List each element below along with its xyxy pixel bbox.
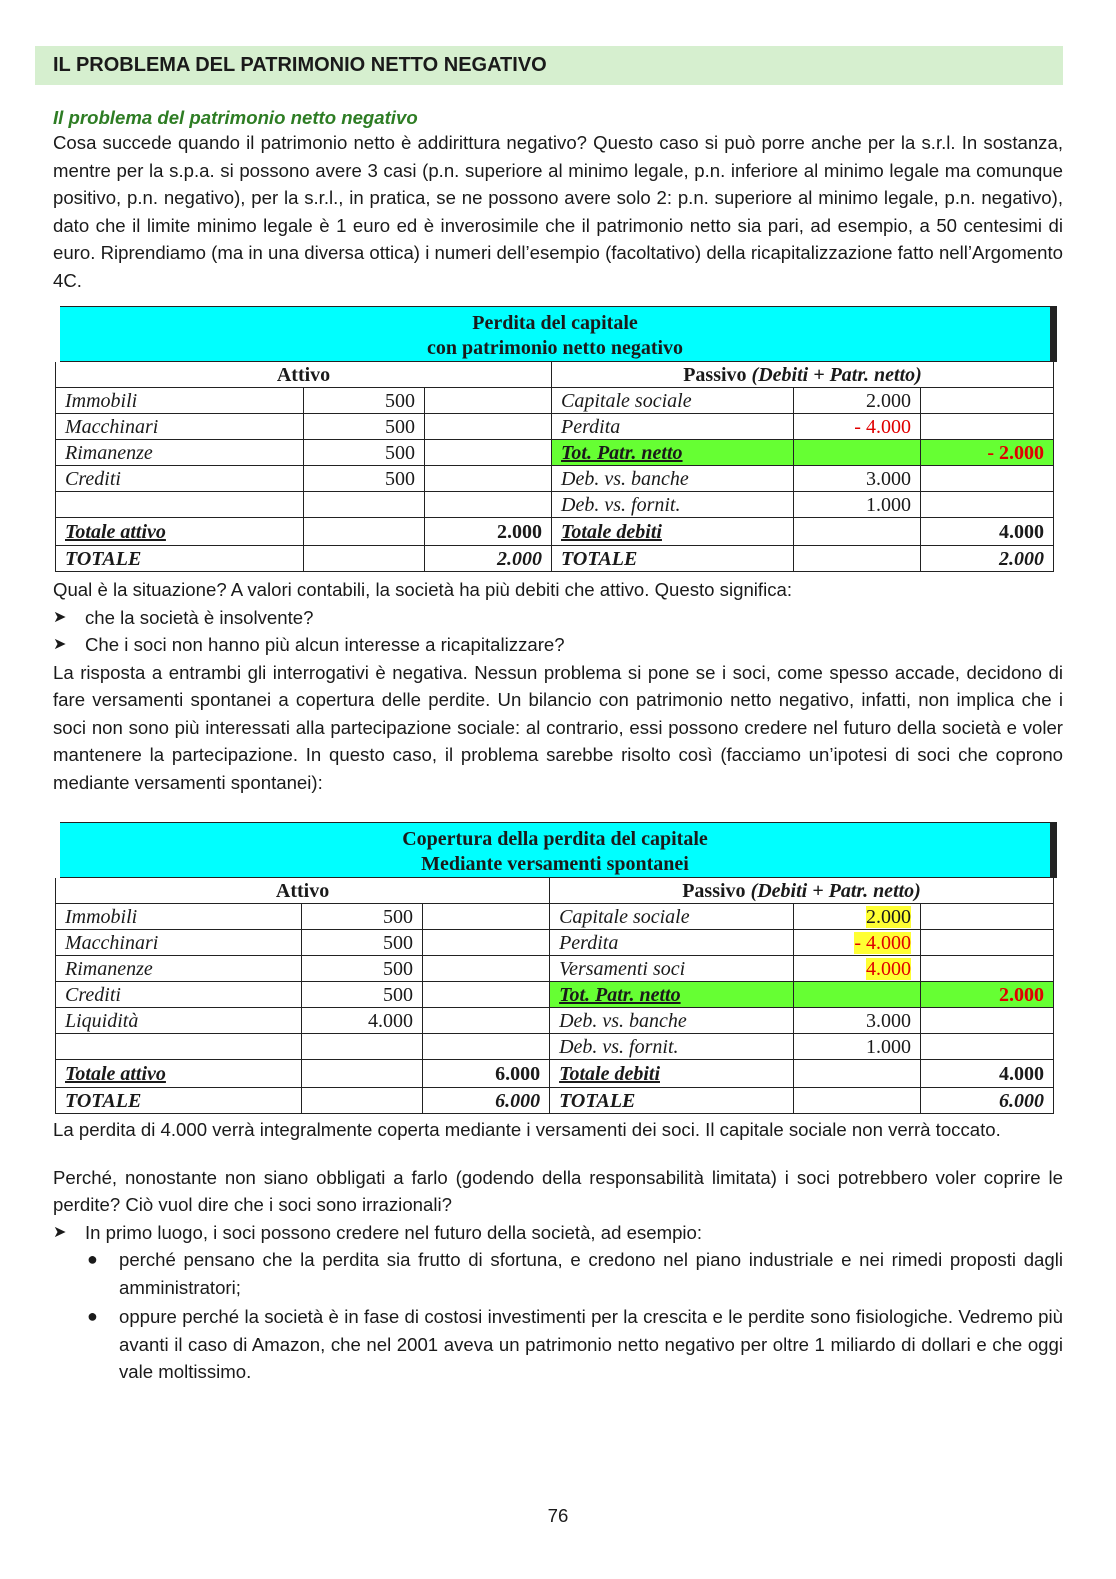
asset-value [301, 1088, 422, 1114]
intro-paragraph: Cosa succede quando il patrimonio netto è addirittura negativo? Questo caso si può porre anche per la s.r.l. In sostanza, mentre per la s.p.a. si possono avere 3 casi (p.n. superiore al minimo legale, p.n. inferiore al minimo legale ma comunque positivo, p.n. negativo), per la s.r.l., in pratica, se ne possono avere solo 2: p.n. superiore al minimo legale, p.n. negativo), dato che il limite minimo legale è 1 euro ed è inverosimile che il patrimonio netto sia pari, ad esempio, a 50 centesimi di euro. Riprendiamo (ma in una diversa ottica) i numeri dell’esempio (facoltativo) della ricapitalizzazione fatto nell’Argomento 4C. [53, 132, 1063, 291]
asset-value [304, 546, 425, 572]
reason-text: In primo luogo, i soci possono credere nel futuro della società, ad esempio: [85, 1221, 703, 1243]
page [53, 46, 1063, 1526]
liability-label: Deb. vs. fornit. [550, 1034, 794, 1060]
table-header-row [56, 362, 1054, 388]
asset-label: Immobili [56, 388, 304, 414]
asset-value: 500 [304, 388, 425, 414]
liability-value: - 4.000 [793, 414, 920, 440]
table-row-grand-total [56, 1088, 1054, 1114]
equity-total-label: Tot. Patr. netto [550, 982, 794, 1008]
arrow-bullet-icon: ➤ [53, 636, 67, 653]
liability-label: Perdita [550, 930, 794, 956]
asset-value: 500 [301, 904, 422, 930]
total-assets-label: Totale attivo [56, 518, 304, 546]
table-row-totals [56, 1060, 1054, 1088]
bullet-list [53, 1246, 1063, 1386]
passivo-header-detail: (Debiti + Patr. netto) [750, 879, 921, 902]
question-list [53, 604, 1063, 659]
equity-total-label: Tot. Patr. netto [552, 440, 794, 466]
liability-value: 1.000 [793, 492, 920, 518]
bullet-dot-icon: ● [87, 1306, 98, 1326]
liability-total [921, 956, 1054, 982]
asset-label: Immobili [56, 904, 302, 930]
section-header: IL PROBLEMA DEL PATRIMONIO NETTO NEGATIVO [35, 46, 1063, 85]
table-title-1: Copertura della perdita del capitale [402, 828, 708, 850]
arrow-bullet-icon: ➤ [53, 1223, 67, 1241]
asset-label: Rimanenze [56, 956, 302, 982]
liability-label: Perdita [552, 414, 794, 440]
reason-list [53, 1219, 1063, 1247]
liability-total [920, 492, 1053, 518]
table-row [56, 492, 1054, 518]
passivo-header-detail: (Debiti + Patr. netto) [751, 363, 922, 386]
equity-total-value: 2.000 [921, 982, 1054, 1008]
liability-label: Capitale sociale [550, 904, 794, 930]
total-assets-label: Totale attivo [56, 1060, 302, 1088]
asset-value [301, 1034, 422, 1060]
asset-total [424, 414, 551, 440]
liability-total [921, 904, 1054, 930]
liability-label: Deb. vs. banche [550, 1008, 794, 1034]
list-item [53, 1219, 1063, 1247]
liability-value [793, 518, 920, 546]
table-row [56, 466, 1054, 492]
asset-total [424, 492, 551, 518]
table-row [56, 1008, 1054, 1034]
total-debts-label: Totale debiti [550, 1060, 794, 1088]
question-text: Che i soci non hanno più alcun interesse a ricapitalizzare? [85, 634, 565, 655]
asset-total [424, 440, 551, 466]
asset-value: 4.000 [301, 1008, 422, 1034]
liability-value: 3.000 [793, 1008, 920, 1034]
sub-title: Il problema del patrimonio netto negativo [53, 107, 418, 128]
asset-value: 500 [301, 956, 422, 982]
list-item [87, 1303, 1063, 1386]
liability-value [793, 956, 920, 982]
total-assets-value: 2.000 [424, 518, 551, 546]
asset-total [423, 956, 550, 982]
liability-total [920, 466, 1053, 492]
asset-total [423, 904, 550, 930]
table-row-totals [56, 518, 1054, 546]
liability-label: Versamenti soci [550, 956, 794, 982]
liability-total [921, 930, 1054, 956]
why-paragraph: Perché, nonostante non siano obbligati a farlo (godendo della responsabilità limitata) i soci potrebbero voler coprire le perdite? Ciò vuol dire che i soci sono irrazionali? [53, 1166, 1063, 1215]
question-text: che la società è insolvente? [85, 606, 314, 628]
asset-label: Macchinari [56, 414, 304, 440]
grand-total-label: TOTALE [56, 546, 304, 572]
passivo-header [550, 878, 1054, 904]
asset-total [424, 466, 551, 492]
liability-value: 2.000 [793, 388, 920, 414]
list-item [87, 1246, 1063, 1301]
table-title-2: con patrimonio netto negativo [426, 337, 684, 359]
liability-value-text: 2.000 [866, 905, 912, 928]
liability-value [793, 546, 920, 572]
total-debts-value: 4.000 [920, 518, 1053, 546]
table-title-1: Perdita del capitale [472, 312, 638, 334]
answer-paragraph: La risposta a entrambi gli interrogativi è negativa. Nessun problema si pone se i soci, come spesso accade, decidono di fare versamenti spontanei a copertura delle perdite. Un bilancio con patrimonio netto negativo, infatti, non implica che i soci non sono più interessati alla partecipazione sociale: al contrario, essi possono credere nel futuro della società e voler mantenere la partecipazione. In questo caso, il problema sarebbe risolto così (facciamo un’ipotesi di soci che coprono mediante versamenti spontanei): [53, 661, 1063, 793]
table-header-row [56, 878, 1054, 904]
liability-value [793, 930, 920, 956]
table-row [56, 414, 1054, 440]
grand-total-label: TOTALE [552, 546, 794, 572]
grand-total-label: TOTALE [56, 1088, 302, 1114]
liability-value [793, 1088, 920, 1114]
asset-value [301, 1060, 422, 1088]
liability-value-text: - 4.000 [854, 931, 912, 954]
bullet-dot-icon: ● [87, 1249, 98, 1269]
asset-label [56, 1034, 302, 1060]
liability-total [920, 388, 1053, 414]
table-row [56, 982, 1054, 1008]
asset-total [423, 930, 550, 956]
asset-value: 500 [304, 440, 425, 466]
grand-total-assets: 6.000 [423, 1088, 550, 1114]
liability-value: 1.000 [793, 1034, 920, 1060]
arrow-bullet-icon: ➤ [53, 608, 67, 626]
asset-label [56, 492, 304, 518]
liability-total [920, 414, 1053, 440]
passivo-header-label: Passivo [683, 363, 747, 386]
table-row [56, 930, 1054, 956]
asset-label: Crediti [56, 982, 302, 1008]
grand-total-label: TOTALE [550, 1088, 794, 1114]
liability-value [793, 1060, 920, 1088]
grand-total-assets: 2.000 [424, 546, 551, 572]
liability-value [793, 440, 920, 466]
asset-value: 500 [301, 930, 422, 956]
table-row-grand-total [56, 546, 1054, 572]
table-caption [56, 307, 1054, 362]
bullet-text: oppure perché la società è in fase di costosi investimenti per la crescita e le perdite sono fisiologiche. Vedremo più avanti il caso di Amazon, che nel 2001 aveva un patrimonio netto negativo per oltre 1 miliardo di dollari e che oggi vale moltissimo. [119, 1306, 1063, 1382]
list-item [53, 604, 1063, 632]
table-row [56, 1034, 1054, 1060]
liability-value [793, 982, 920, 1008]
asset-total [423, 1034, 550, 1060]
attivo-header: Attivo [56, 362, 552, 388]
passivo-header [552, 362, 1054, 388]
liability-label: Capitale sociale [552, 388, 794, 414]
attivo-header: Attivo [56, 878, 550, 904]
balance-table-negative-equity [51, 306, 1057, 572]
table-row [56, 440, 1054, 466]
table-caption [56, 823, 1054, 878]
total-assets-value: 6.000 [423, 1060, 550, 1088]
list-item [53, 631, 1063, 659]
total-debts-value: 4.000 [921, 1060, 1054, 1088]
asset-value [304, 518, 425, 546]
asset-total [424, 388, 551, 414]
total-debts-label: Totale debiti [552, 518, 794, 546]
liability-value-text: 4.000 [866, 957, 912, 980]
equity-total-value: - 2.000 [920, 440, 1053, 466]
asset-value [304, 492, 425, 518]
asset-label: Macchinari [56, 930, 302, 956]
bullet-text: perché pensano che la perdita sia frutto di sfortuna, e credono nel piano industriale e nei rimedi proposti dagli amministratori; [119, 1249, 1063, 1298]
asset-value: 500 [304, 414, 425, 440]
asset-label: Liquidità [56, 1008, 302, 1034]
page-number: 76 [547, 1505, 569, 1526]
liability-value [793, 904, 920, 930]
liability-total [921, 1034, 1054, 1060]
table-row [56, 956, 1054, 982]
table-row [56, 388, 1054, 414]
table-title-2: Mediante versamenti spontanei [421, 853, 689, 875]
grand-total-liabilities: 2.000 [920, 546, 1053, 572]
asset-value: 500 [301, 982, 422, 1008]
liability-label: Deb. vs. banche [552, 466, 794, 492]
coverage-paragraph: La perdita di 4.000 verrà integralmente coperta mediante i versamenti dei soci. Il capitale sociale non verrà toccato. [53, 1119, 1001, 1140]
liability-value: 3.000 [793, 466, 920, 492]
table-row [56, 904, 1054, 930]
asset-total [423, 1008, 550, 1034]
situation-question: Qual è la situazione? A valori contabili, la società ha più debiti che attivo. Questo significa: [53, 579, 793, 600]
asset-label: Crediti [56, 466, 304, 492]
liability-label: Deb. vs. fornit. [552, 492, 794, 518]
passivo-header-label: Passivo [682, 879, 746, 902]
balance-table-coverage [51, 822, 1057, 1114]
asset-total [423, 982, 550, 1008]
asset-value: 500 [304, 466, 425, 492]
grand-total-liabilities: 6.000 [921, 1088, 1054, 1114]
liability-total [921, 1008, 1054, 1034]
asset-label: Rimanenze [56, 440, 304, 466]
